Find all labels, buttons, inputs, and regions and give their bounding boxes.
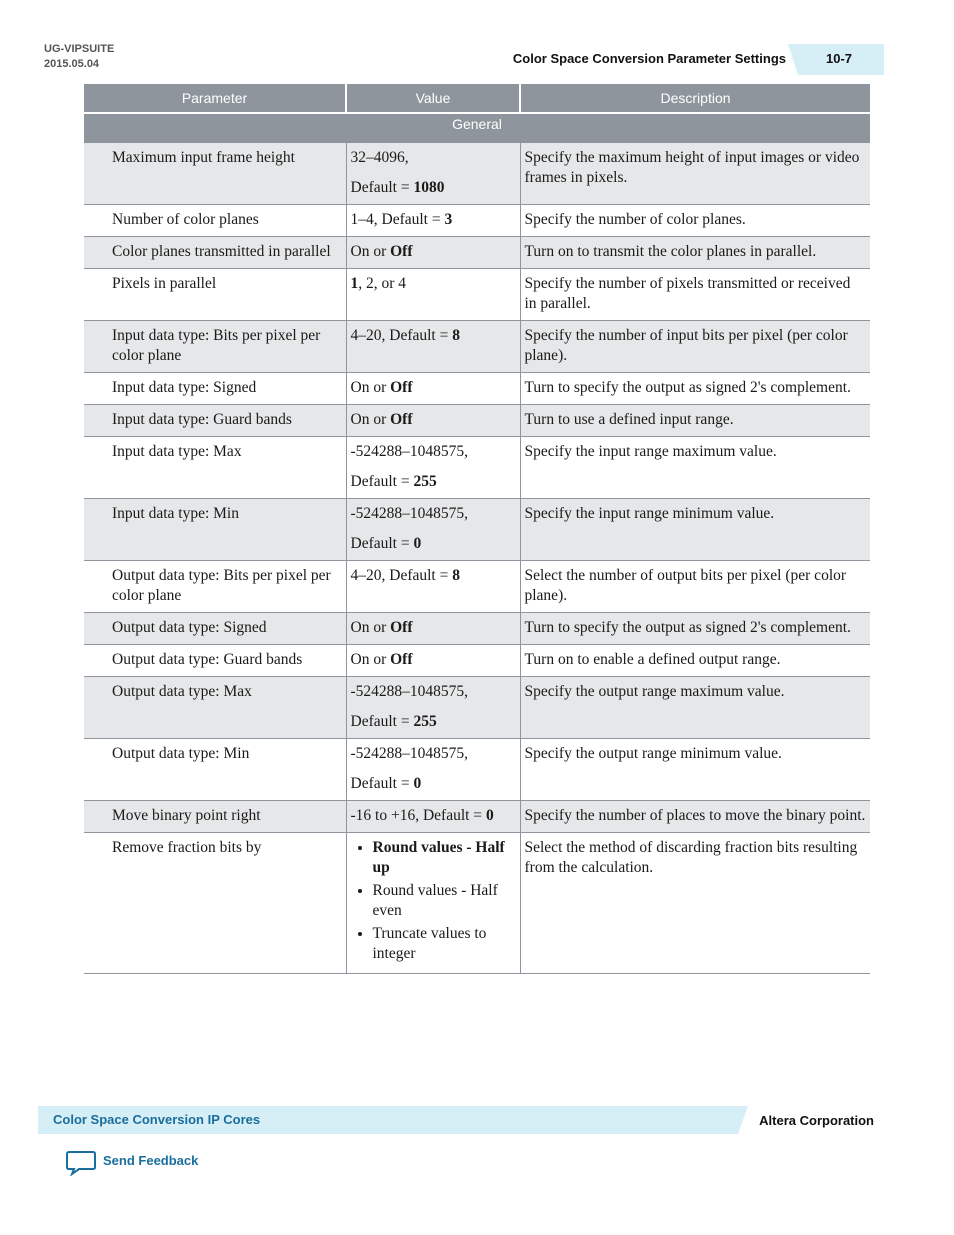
parameter-cell: Input data type: Min <box>84 499 346 561</box>
value-default <box>351 472 516 492</box>
value-range: -524288–1048575, <box>350 505 469 522</box>
value-default-bold: 3 <box>444 211 453 228</box>
group-label: General <box>84 113 870 143</box>
table-row <box>84 645 870 677</box>
value-cell <box>346 405 520 437</box>
table-row <box>84 373 870 405</box>
value-default-bold: 1080 <box>413 179 445 196</box>
value-cell <box>346 143 520 205</box>
description-cell: Specify the number of color planes. <box>520 205 870 237</box>
doc-date: 2015.05.04 <box>44 58 100 70</box>
value-prefix: 4–20, Default = <box>350 567 453 584</box>
table-row <box>84 801 870 833</box>
parameter-cell: Input data type: Bits per pixel per color plane <box>84 321 346 373</box>
value-prefix: 1–4, Default = <box>350 211 445 228</box>
table-row <box>84 677 870 739</box>
option-item: • Round values - Half up <box>373 838 516 878</box>
table-row <box>84 833 870 974</box>
table-row <box>84 143 870 205</box>
value-prefix: On or <box>350 619 391 636</box>
description-cell: Specify the number of pixels transmitted or received in parallel. <box>520 269 870 321</box>
parameter-cell: Output data type: Signed <box>84 613 346 645</box>
value-default-bold: Off <box>390 651 413 668</box>
table-row <box>84 499 870 561</box>
option-item: • Round values - Half even <box>373 881 516 921</box>
description-cell: Turn to specify the output as signed 2's complement. <box>520 373 870 405</box>
value-range: 32–4096, <box>350 149 409 166</box>
value-default-bold: Off <box>390 619 413 636</box>
description-cell: Specify the input range maximum value. <box>520 437 870 499</box>
value-prefix: Default = <box>350 535 414 552</box>
send-feedback-label: Send Feedback <box>103 1153 199 1168</box>
parameter-cell: Maximum input frame height <box>84 143 346 205</box>
group-row-general <box>84 113 870 143</box>
description-cell: Specify the maximum height of input images or video frames in pixels. <box>520 143 870 205</box>
value-range: -524288–1048575, <box>350 745 469 762</box>
value-default <box>351 534 516 554</box>
value-cell <box>346 645 520 677</box>
parameter-cell: Input data type: Max <box>84 437 346 499</box>
parameter-cell: Output data type: Max <box>84 677 346 739</box>
table-row <box>84 321 870 373</box>
value-cell <box>346 269 520 321</box>
column-header-value: Value <box>346 84 520 113</box>
value-default-bold: 0 <box>413 535 422 552</box>
value-prefix: -16 to +16, Default = <box>350 807 486 824</box>
value-cell <box>346 801 520 833</box>
value-cell <box>346 237 520 269</box>
parameter-cell: Move binary point right <box>84 801 346 833</box>
doc-id: UG-VIPSUITE <box>44 43 115 55</box>
value-prefix: Default = <box>350 713 414 730</box>
parameter-cell: Remove fraction bits by <box>84 833 346 974</box>
option-item: • Truncate values to integer <box>373 924 516 964</box>
value-default-bold: Off <box>390 411 413 428</box>
table-row <box>84 405 870 437</box>
table-header-row <box>84 84 870 113</box>
table-row <box>84 613 870 645</box>
value-prefix: Default = <box>350 473 414 490</box>
value-default-bold: 1 <box>350 275 359 292</box>
value-default <box>351 712 516 732</box>
value-cell <box>346 321 520 373</box>
value-cell <box>346 561 520 613</box>
parameter-cell: Number of color planes <box>84 205 346 237</box>
header-doc-info <box>44 42 114 72</box>
table-row <box>84 561 870 613</box>
section-title: Color Space Conversion Parameter Settings <box>512 51 786 66</box>
description-cell: Select the number of output bits per pixel (per color plane). <box>520 561 870 613</box>
table-row <box>84 437 870 499</box>
value-cell <box>346 205 520 237</box>
value-default-bold: Off <box>390 379 413 396</box>
parameter-cell: Output data type: Guard bands <box>84 645 346 677</box>
value-cell <box>346 677 520 739</box>
value-default-bold: Off <box>390 243 413 260</box>
footer-company: Altera Corporation <box>759 1113 874 1128</box>
parameter-table <box>84 84 870 974</box>
description-cell: Select the method of discarding fraction bits resulting from the calculation. <box>520 833 870 974</box>
value-cell <box>346 739 520 801</box>
value-prefix: On or <box>350 243 391 260</box>
description-cell: Turn to use a defined input range. <box>520 405 870 437</box>
options-list <box>351 838 516 964</box>
parameter-cell: Color planes transmitted in parallel <box>84 237 346 269</box>
table-row <box>84 205 870 237</box>
value-cell <box>346 373 520 405</box>
value-cell <box>346 499 520 561</box>
value-default-bold: 0 <box>485 807 494 824</box>
value-default-bold: 255 <box>413 473 437 490</box>
description-cell: Turn on to transmit the color planes in parallel. <box>520 237 870 269</box>
speech-bubble-icon <box>66 1150 96 1176</box>
table-row <box>84 269 870 321</box>
value-prefix: 4–20, Default = <box>350 327 453 344</box>
value-cell <box>346 613 520 645</box>
parameter-cell: Output data type: Bits per pixel per color plane <box>84 561 346 613</box>
parameter-cell: Output data type: Min <box>84 739 346 801</box>
page-number: 10-7 <box>826 51 853 66</box>
column-header-description: Description <box>520 84 870 113</box>
table-row <box>84 739 870 801</box>
parameter-cell: Input data type: Guard bands <box>84 405 346 437</box>
footer-doc-title-link[interactable]: Color Space Conversion IP Cores <box>53 1112 261 1127</box>
value-cell <box>346 437 520 499</box>
value-range: -524288–1048575, <box>350 443 469 460</box>
table-row <box>84 237 870 269</box>
description-cell: Specify the number of places to move the binary point. <box>520 801 870 833</box>
value-prefix: On or <box>350 651 391 668</box>
value-cell <box>346 833 520 974</box>
value-suffix: , 2, or 4 <box>358 275 407 292</box>
description-cell: Turn to specify the output as signed 2's complement. <box>520 613 870 645</box>
parameter-cell: Pixels in parallel <box>84 269 346 321</box>
description-cell: Specify the output range minimum value. <box>520 739 870 801</box>
value-prefix: Default = <box>350 179 414 196</box>
value-default-bold: 8 <box>452 567 460 584</box>
value-prefix: On or <box>350 411 391 428</box>
value-default-bold: 8 <box>452 327 460 344</box>
value-prefix: Default = <box>350 775 414 792</box>
description-cell: Specify the number of input bits per pixel (per color plane). <box>520 321 870 373</box>
value-range: -524288–1048575, <box>350 683 469 700</box>
description-cell: Specify the input range minimum value. <box>520 499 870 561</box>
value-default <box>351 774 516 794</box>
column-header-parameter: Parameter <box>84 84 346 113</box>
value-prefix: On or <box>350 379 391 396</box>
value-default-bold: 255 <box>413 713 437 730</box>
description-cell: Specify the output range maximum value. <box>520 677 870 739</box>
value-default <box>351 178 516 198</box>
value-default-bold: 0 <box>413 775 422 792</box>
parameter-cell: Input data type: Signed <box>84 373 346 405</box>
description-cell: Turn on to enable a defined output range. <box>520 645 870 677</box>
page-number-tab <box>798 44 884 75</box>
